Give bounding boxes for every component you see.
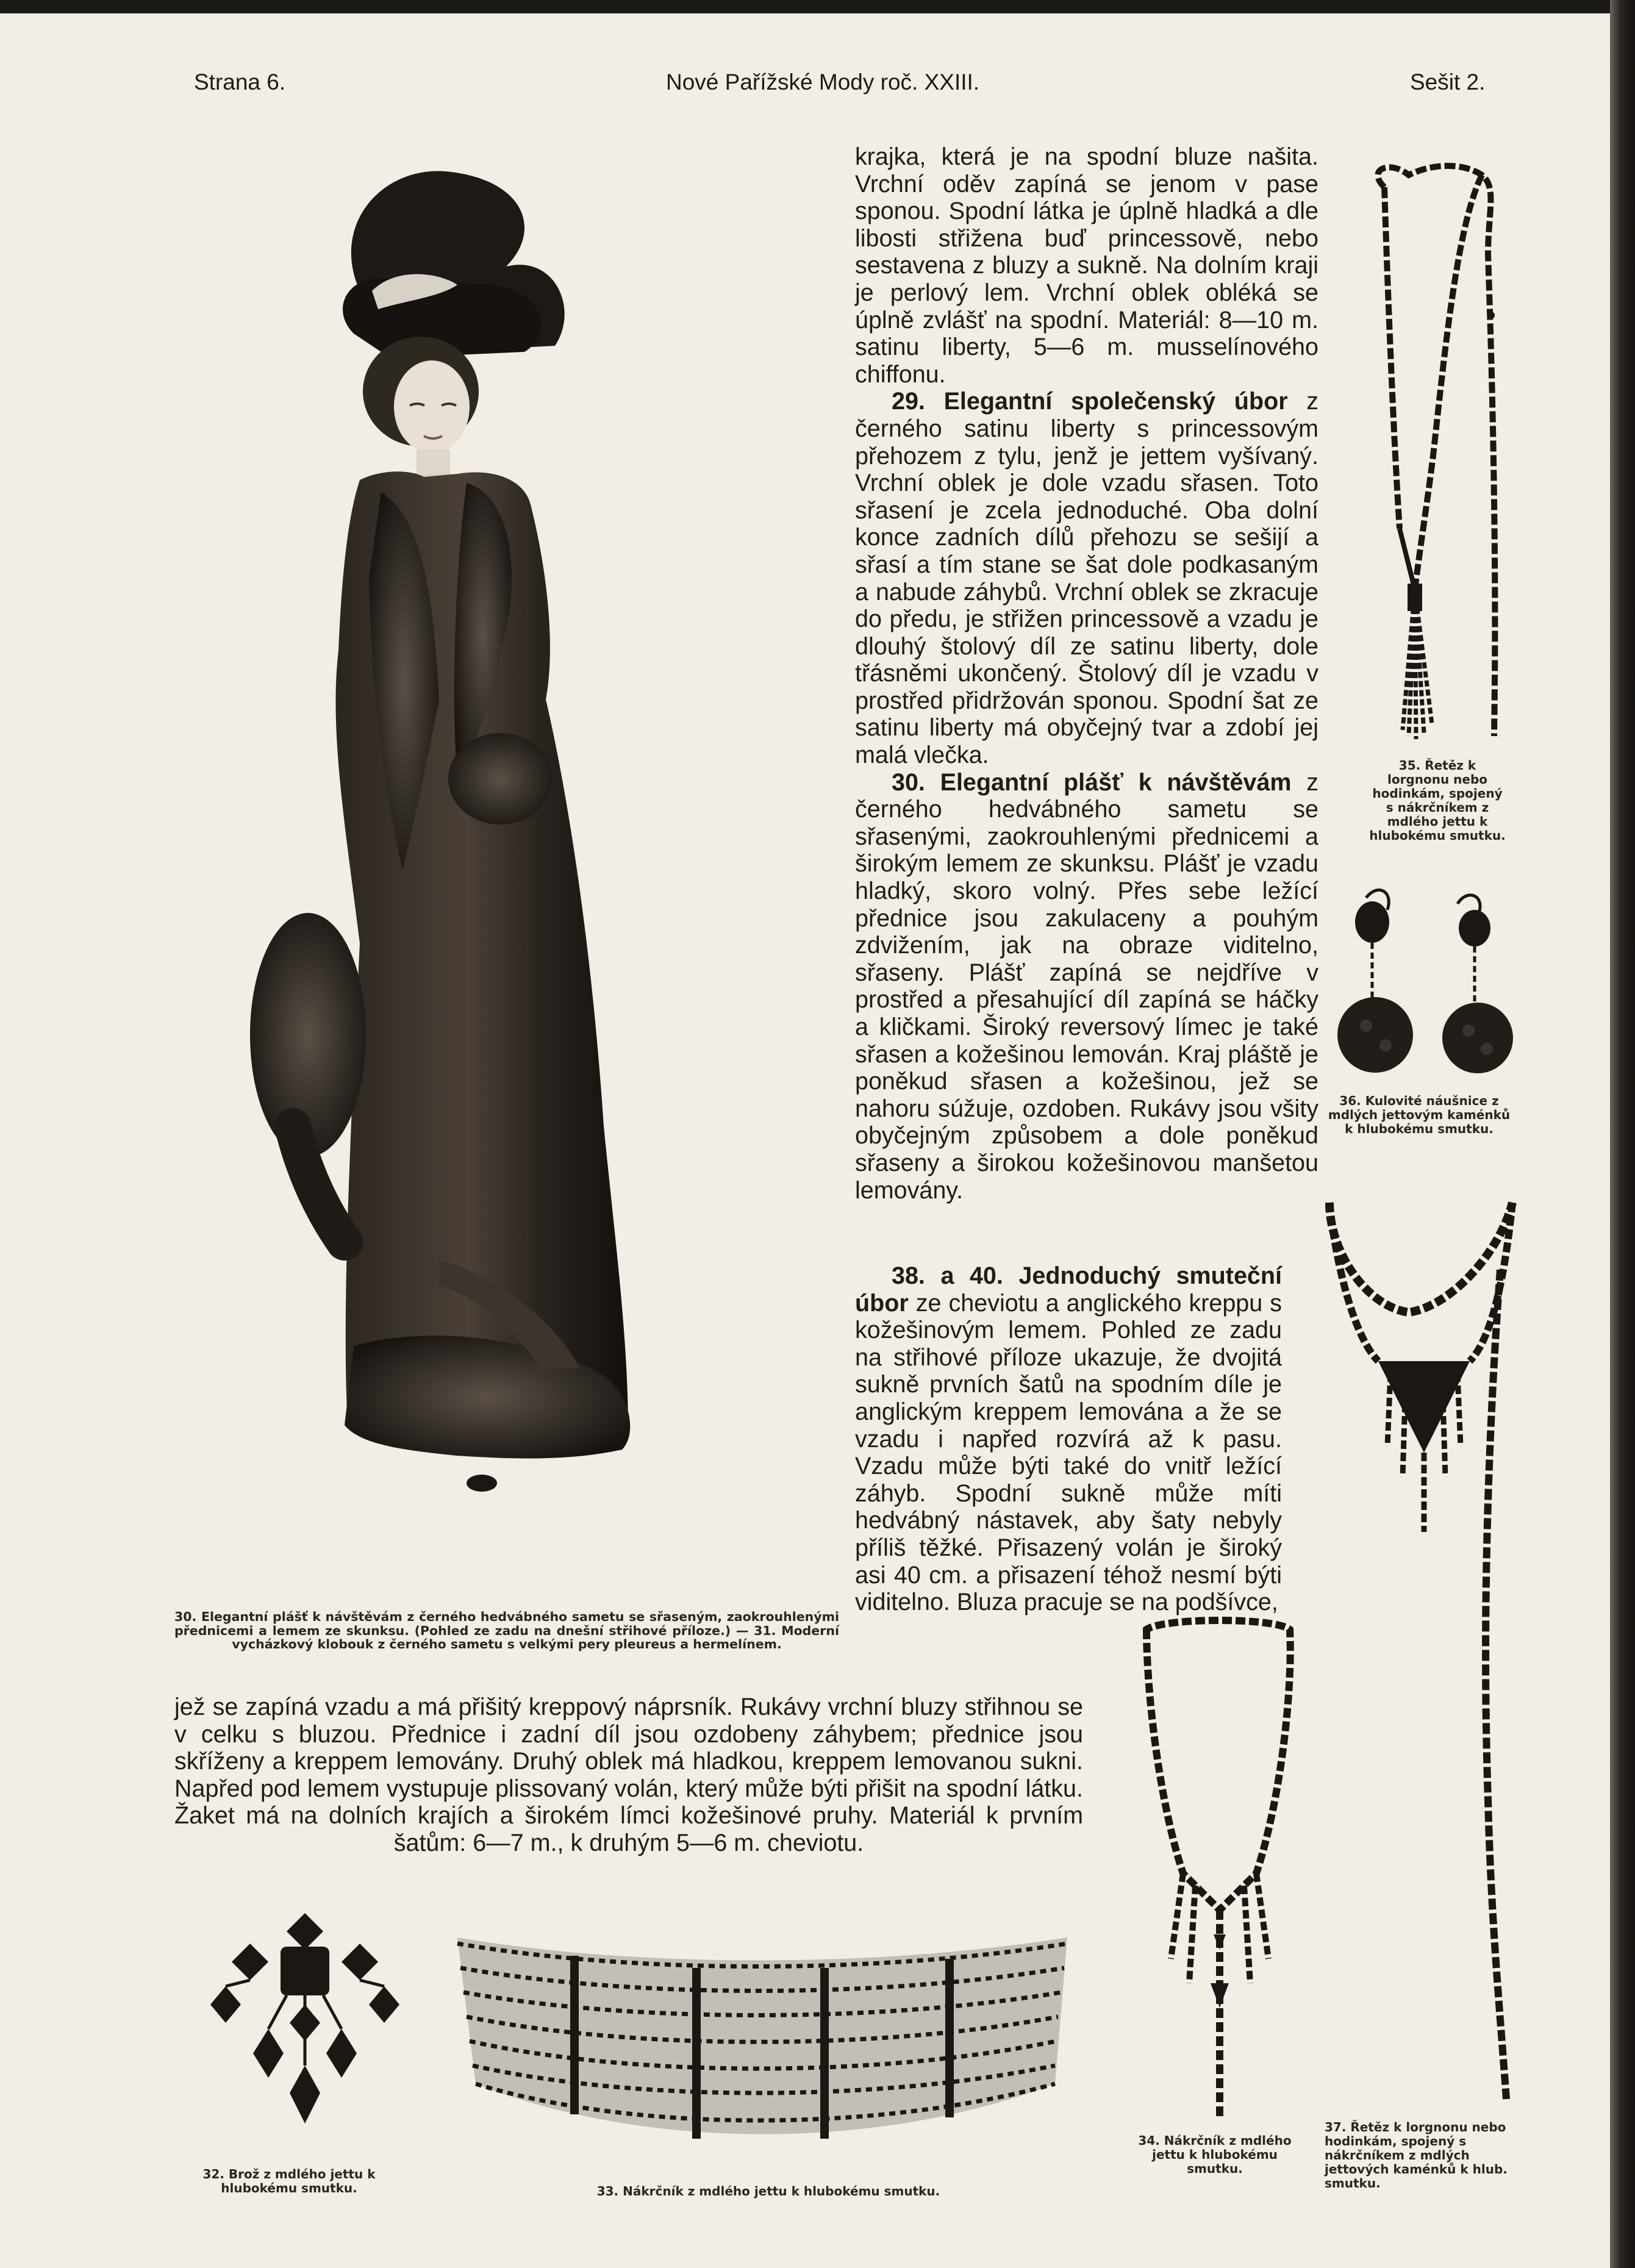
fig37-chain bbox=[1317, 1190, 1531, 2105]
section-38-text-a: ze cheviotu a anglického kreppu s kožešinovým lemem. Pohled ze zadu na střihové příloze ukazuje, že dvojitá sukně prvních šatů na spodním díle je anglickým kreppem lemována a že se vzadu i napřed rozvírá až k pasu. Vzadu může býti také do vnitř ležící záhyb. Spodní sukně může míti hedvábný nástavek, aby šaty nebyly příliš těžké. Přisazený volán je široký asi 40 cm. a přisazení téhož nesmí býti viditelno. Bluza pracuje se na podšívce, bbox=[855, 1289, 1282, 1616]
fig33-caption: 33. Nákrčník z mdlého jettu k hlubokému smutku. bbox=[596, 2184, 940, 2198]
fig32-brooch bbox=[213, 1913, 396, 2133]
page-number: Strana 6. bbox=[194, 70, 286, 95]
fig30-illustration bbox=[238, 151, 787, 1602]
fig30-caption: 30. Elegantní plášť k návštěvám z černého hedvábného sametu se sřaseným, zaokrouhlenými přednicemi a lemem ze skunksu. (Pohled ze zadu na dnešní střihové příloze.) — 31. Moderní vycházkový klobouk z černého sametu s velkými pery pleureus a hermelínem. bbox=[174, 1609, 839, 1651]
journal-title: Nové Pařížské Mody roč. XXIII. bbox=[666, 70, 980, 95]
fig35-chain bbox=[1366, 163, 1512, 760]
fig36-caption: 36. Kulovité náušnice z mdlých jettovým kaménků k hlubokému smutku. bbox=[1328, 1093, 1511, 1136]
magazine-page bbox=[0, 13, 1610, 2268]
section-30 bbox=[855, 769, 1318, 1204]
page-binding-edge bbox=[1610, 0, 1635, 2268]
section-30-heading: 30. Elegantní plášť k návštěvám bbox=[892, 768, 1292, 796]
fig33-collar bbox=[451, 1931, 1073, 2175]
section-29-heading: 29. Elegantní společenský úbor bbox=[892, 388, 1288, 415]
fig36-earrings bbox=[1336, 885, 1519, 1087]
issue-number: Sešit 2. bbox=[1410, 70, 1486, 95]
section-30-text: z černého hedvábného sametu se sřasenými, zaokrouhlenými přednicemi a širokým lemem ze skunksu. Plášť je vzadu hladký, skoro volný. Přes sebe ležící přednice jsou zakulaceny a pouhým zdvižením, jak na obraze viditelno, sřaseny. Plášť zapíná se nejdříve v prostřed a přesahující díl zapíná se háčky a kličkami. Široký reversový límec je také sřasen a kožešinou lemován. Kraj pláště je poněkud sřasen a kožešinou, jež se nahoru súžuje, ozdoben. Rukávy jsou všity obyčejným způsobem a dole poněkud sřaseny a širokou kožešinovou manšetou lemovány. bbox=[855, 768, 1318, 1204]
fig35-caption: 35. Řetěz k lorgnonu nebo hodinkám, spojený s nákrčníkem z mdlého jettu k hlubokému smutku. bbox=[1369, 758, 1506, 843]
section-38-continuation: jež se zapíná vzadu a má přišitý kreppový náprsník. Rukávy vrchní bluzy střihnou se v celku s bluzou. Přednice i zadní díl jsou ozdobeny záhybem; přednice jsou skříženy a kreppem lemovány. Druhý oblek má hladkou, kreppem lemovanou sukni. Napřed pod lemem vystupuje plissovaný volán, který může býti přišit na spodní látku. Žaket má na dolních krajích a širokém límci kožešinové pruhy. Materiál k prvním šatům: 6—7 m., k druhým 5—6 m. cheviotu. bbox=[174, 1694, 1083, 1856]
section-29 bbox=[855, 388, 1318, 768]
section-38-heading: 38. a 40. Jednoduchý smuteční úbor bbox=[855, 1262, 1282, 1317]
fig34-caption: 34. Nákrčník z mdlého jettu k hlubokému smutku. bbox=[1138, 2133, 1292, 2176]
fig37-caption: 37. Řetěz k lorgnonu nebo hodinkám, spojený s nákrčníkem z mdlých jettových kaménků k hlub. smutku. bbox=[1325, 2120, 1508, 2191]
fig32-caption: 32. Brož z mdlého jettu k hlubokému smutku. bbox=[202, 2167, 376, 2195]
article-column bbox=[855, 143, 1318, 1204]
section-38-block bbox=[855, 1262, 1282, 1616]
intro-paragraph: krajka, která je na spodní bluze našita. Vrchní oděv zapíná se jenom v pase sponou. Spodní látka je úplně hladká a dle libosti střižena buď princessově, nebo sestavena z bluzy a sukně. Na dolním kraji je perlový lem. Vrchní oblek obléká se úplně zvlášť na spodní. Materiál: 8—10 m. satinu liberty, 5—6 m. musselínového chiffonu. bbox=[855, 143, 1318, 388]
section-29-text: z černého satinu liberty s princessovým přehozem z tylu, jenž je jettem vyšívaný. Vrchní oblek je dole vzadu sřasen. Toto sřasení je zcela jednoduché. Oba dolní konce zadních dílů přehozu se sešijí a sřasí a tím stane se šat dole podkasaným a nabude záhybů. Vrchní oblek se zkracuje do předu, je střižen princessově a vzadu je dlouhý štolový díl ze satinu liberty, dole třásněmi ukončený. Štolový díl je vzadu v prostřed přidržován sponou. Spodní šat ze satinu liberty má obyčejný tvar a zdobí jej malá vlečka. bbox=[855, 388, 1318, 769]
fig34-necklace bbox=[1134, 1617, 1305, 2130]
